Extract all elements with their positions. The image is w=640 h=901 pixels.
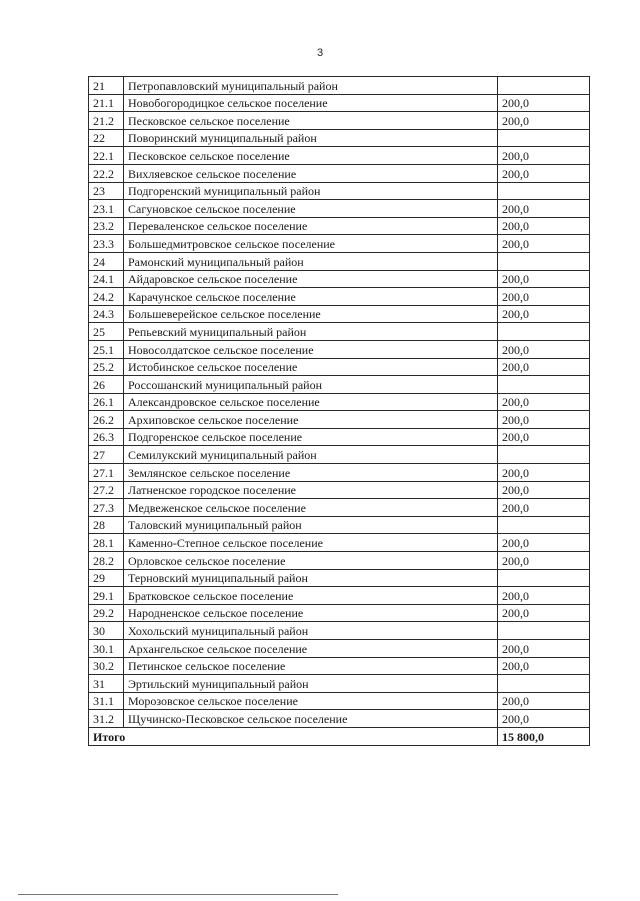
row-number: 26.3 <box>89 428 124 446</box>
allocation-amount: 200,0 <box>498 710 590 728</box>
settlement-name: Александровское сельское поселение <box>124 393 498 411</box>
row-number: 25 <box>89 323 124 341</box>
allocation-table-body <box>89 77 590 746</box>
settlement-name: Щучинско-Песковское сельское поселение <box>124 710 498 728</box>
table-row <box>89 428 590 446</box>
row-number: 22.1 <box>89 147 124 165</box>
allocation-amount <box>498 376 590 394</box>
row-number: 31.2 <box>89 710 124 728</box>
allocation-amount: 200,0 <box>498 217 590 235</box>
row-number: 26.2 <box>89 411 124 429</box>
table-row <box>89 393 590 411</box>
row-number: 29.2 <box>89 604 124 622</box>
table-row <box>89 129 590 147</box>
allocation-amount: 200,0 <box>498 358 590 376</box>
table-row <box>89 411 590 429</box>
table-row <box>89 340 590 358</box>
table-row <box>89 147 590 165</box>
total-row <box>89 727 590 745</box>
table-row <box>89 569 590 587</box>
allocation-amount <box>498 182 590 200</box>
settlement-name: Братковское сельское поселение <box>124 587 498 605</box>
allocation-amount: 200,0 <box>498 94 590 112</box>
settlement-name: Таловский муниципальный район <box>124 516 498 534</box>
settlement-name: Каменно-Степное сельское поселение <box>124 534 498 552</box>
settlement-name: Поворинский муниципальный район <box>124 129 498 147</box>
allocation-amount: 200,0 <box>498 604 590 622</box>
table-row <box>89 657 590 675</box>
allocation-amount: 200,0 <box>498 464 590 482</box>
table-row <box>89 481 590 499</box>
page-number: 3 <box>316 47 324 59</box>
row-number: 23.2 <box>89 217 124 235</box>
allocation-amount <box>498 622 590 640</box>
allocation-amount: 200,0 <box>498 200 590 218</box>
row-number: 24.2 <box>89 288 124 306</box>
allocation-amount: 200,0 <box>498 428 590 446</box>
allocation-amount: 200,0 <box>498 657 590 675</box>
table-row <box>89 164 590 182</box>
allocation-amount <box>498 323 590 341</box>
row-number: 30.2 <box>89 657 124 675</box>
allocation-table <box>88 76 590 746</box>
settlement-name: Архиповское сельское поселение <box>124 411 498 429</box>
table-row <box>89 288 590 306</box>
settlement-name: Айдаровское сельское поселение <box>124 270 498 288</box>
table-row <box>89 622 590 640</box>
row-number: 24 <box>89 252 124 270</box>
table-row <box>89 376 590 394</box>
settlement-name: Россошанский муниципальный район <box>124 376 498 394</box>
table-row <box>89 200 590 218</box>
row-number: 27 <box>89 446 124 464</box>
row-number: 27.1 <box>89 464 124 482</box>
settlement-name: Песковское сельское поселение <box>124 147 498 165</box>
row-number: 27.2 <box>89 481 124 499</box>
allocation-amount: 200,0 <box>498 235 590 253</box>
row-number: 24.1 <box>89 270 124 288</box>
row-number: 28 <box>89 516 124 534</box>
settlement-name: Большедмитровское сельское поселение <box>124 235 498 253</box>
table-row <box>89 675 590 693</box>
settlement-name: Новобогородицкое сельское поселение <box>124 94 498 112</box>
total-label: Итого <box>89 727 498 745</box>
settlement-name: Хохольский муниципальный район <box>124 622 498 640</box>
table-row <box>89 464 590 482</box>
row-number: 31 <box>89 675 124 693</box>
allocation-amount <box>498 569 590 587</box>
total-amount: 15 800,0 <box>498 727 590 745</box>
table-row <box>89 182 590 200</box>
row-number: 31.1 <box>89 692 124 710</box>
allocation-amount: 200,0 <box>498 288 590 306</box>
allocation-amount: 200,0 <box>498 534 590 552</box>
allocation-amount: 200,0 <box>498 587 590 605</box>
allocation-amount: 200,0 <box>498 640 590 658</box>
settlement-name: Истобинское сельское поселение <box>124 358 498 376</box>
allocation-amount <box>498 446 590 464</box>
table-row <box>89 516 590 534</box>
settlement-name: Орловское сельское поселение <box>124 552 498 570</box>
allocation-amount: 200,0 <box>498 340 590 358</box>
allocation-amount: 200,0 <box>498 393 590 411</box>
table-row <box>89 305 590 323</box>
allocation-amount <box>498 516 590 534</box>
allocation-amount <box>498 129 590 147</box>
row-number: 29.1 <box>89 587 124 605</box>
settlement-name: Новосолдатское сельское поселение <box>124 340 498 358</box>
allocation-amount: 200,0 <box>498 270 590 288</box>
table-row <box>89 534 590 552</box>
settlement-name: Вихляевское сельское поселение <box>124 164 498 182</box>
settlement-name: Подгоренский муниципальный район <box>124 182 498 200</box>
row-number: 29 <box>89 569 124 587</box>
row-number: 21.2 <box>89 112 124 130</box>
row-number: 22.2 <box>89 164 124 182</box>
table-row <box>89 77 590 95</box>
row-number: 26.1 <box>89 393 124 411</box>
row-number: 30 <box>89 622 124 640</box>
table-row <box>89 552 590 570</box>
table-row <box>89 323 590 341</box>
row-number: 21 <box>89 77 124 95</box>
row-number: 23 <box>89 182 124 200</box>
allocation-amount: 200,0 <box>498 112 590 130</box>
row-number: 21.1 <box>89 94 124 112</box>
allocation-amount: 200,0 <box>498 411 590 429</box>
settlement-name: Песковское сельское поселение <box>124 112 498 130</box>
table-row <box>89 235 590 253</box>
row-number: 23.3 <box>89 235 124 253</box>
settlement-name: Медвеженское сельское поселение <box>124 499 498 517</box>
settlement-name: Семилукский муниципальный район <box>124 446 498 464</box>
allocation-amount: 200,0 <box>498 692 590 710</box>
settlement-name: Сагуновское сельское поселение <box>124 200 498 218</box>
table-row <box>89 358 590 376</box>
row-number: 26 <box>89 376 124 394</box>
settlement-name: Землянское сельское поселение <box>124 464 498 482</box>
row-number: 24.3 <box>89 305 124 323</box>
row-number: 25.2 <box>89 358 124 376</box>
settlement-name: Архангельское сельское поселение <box>124 640 498 658</box>
allocation-amount <box>498 77 590 95</box>
settlement-name: Карачунское сельское поселение <box>124 288 498 306</box>
table-row <box>89 640 590 658</box>
allocation-amount: 200,0 <box>498 305 590 323</box>
allocation-amount: 200,0 <box>498 481 590 499</box>
row-number: 27.3 <box>89 499 124 517</box>
settlement-name: Терновский муниципальный район <box>124 569 498 587</box>
row-number: 22 <box>89 129 124 147</box>
table-row <box>89 217 590 235</box>
table-row <box>89 270 590 288</box>
table-row <box>89 692 590 710</box>
allocation-amount <box>498 252 590 270</box>
table-row <box>89 112 590 130</box>
settlement-name: Рамонский муниципальный район <box>124 252 498 270</box>
table-row <box>89 604 590 622</box>
settlement-name: Морозовское сельское поселение <box>124 692 498 710</box>
row-number: 25.1 <box>89 340 124 358</box>
table-row <box>89 710 590 728</box>
footer-rule <box>18 894 338 895</box>
table-row <box>89 252 590 270</box>
settlement-name: Большеверейское сельское поселение <box>124 305 498 323</box>
settlement-name: Переваленское сельское поселение <box>124 217 498 235</box>
row-number: 28.2 <box>89 552 124 570</box>
table-row <box>89 94 590 112</box>
settlement-name: Народненское сельское поселение <box>124 604 498 622</box>
settlement-name: Подгоренское сельское поселение <box>124 428 498 446</box>
settlement-name: Репьевский муниципальный район <box>124 323 498 341</box>
allocation-amount: 200,0 <box>498 499 590 517</box>
row-number: 28.1 <box>89 534 124 552</box>
table-row <box>89 499 590 517</box>
row-number: 23.1 <box>89 200 124 218</box>
row-number: 30.1 <box>89 640 124 658</box>
allocation-amount <box>498 675 590 693</box>
allocation-amount: 200,0 <box>498 147 590 165</box>
allocation-amount: 200,0 <box>498 552 590 570</box>
table-row <box>89 446 590 464</box>
allocation-amount: 200,0 <box>498 164 590 182</box>
settlement-name: Эртильский муниципальный район <box>124 675 498 693</box>
settlement-name: Петропавловский муниципальный район <box>124 77 498 95</box>
settlement-name: Латненское городское поселение <box>124 481 498 499</box>
table-row <box>89 587 590 605</box>
settlement-name: Петинское сельское поселение <box>124 657 498 675</box>
